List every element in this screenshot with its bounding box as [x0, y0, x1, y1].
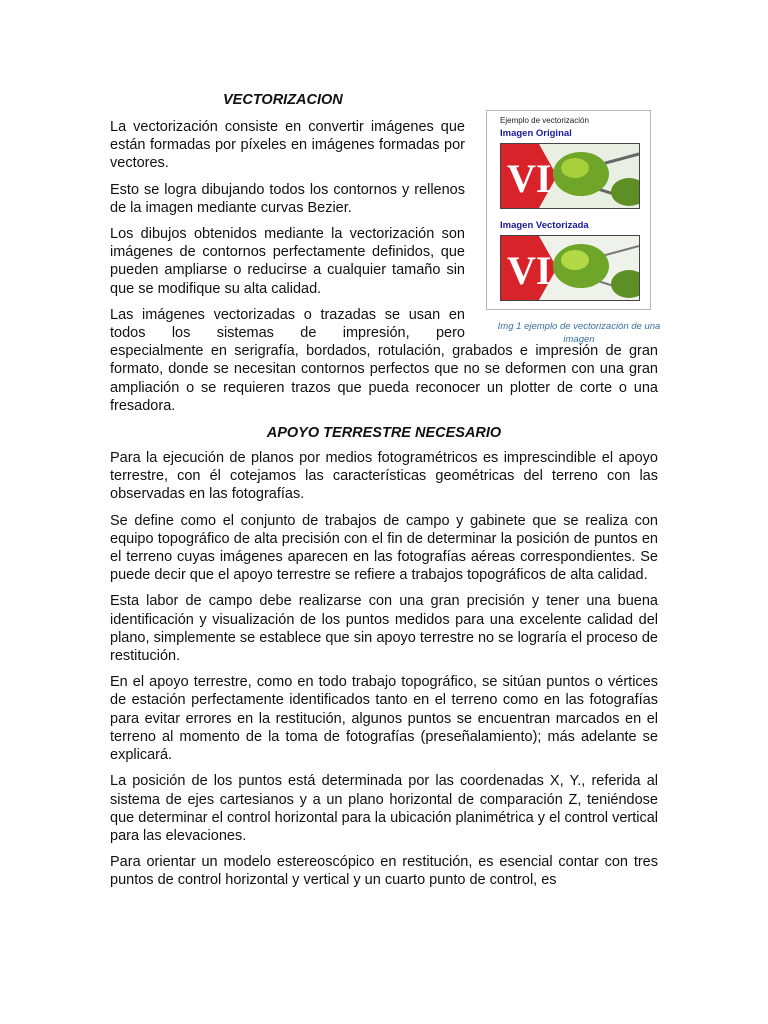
- body-paragraph: Esta labor de campo debe realizarse con una gran precisión y tener una buena identificación y visualización de los puntos medidos para una excelente calidad del plano, simplemente se establece que sin apoyo terrestre no se lograría el proceso de restitución.: [110, 593, 658, 665]
- vectorized-image: [500, 235, 640, 301]
- vectorized-logo-text: VI: [507, 248, 552, 293]
- wrap-paragraph-start: Las imágenes vectorizadas o trazadas se usan en todos los sistemas de impresión, pero: [110, 306, 465, 342]
- body-paragraph: Se define como el conjunto de trabajos de campo y gabinete que se realiza con equipo topográfico de alta precisión con el fin de determinar la posición de puntos en el terreno cuyas imágenes aparecen en las fotografías aéreas correspondientes. Se puede decir que el apoyo terrestre se refiere a trabajos topográficos de alta calidad.: [110, 512, 658, 584]
- intro-paragraph: La vectorización consiste en convertir imágenes que están formadas por píxeles en imágenes formadas por vectores.: [110, 119, 465, 172]
- original-logo-text: VI: [507, 156, 552, 201]
- figure-frame: [486, 110, 651, 310]
- heading-vectorizacion: VECTORIZACION: [223, 92, 343, 108]
- original-image: [500, 143, 640, 209]
- body-paragraph: Para orientar un modelo estereoscópico en restitución, es esencial contar con tres puntos de control horizontal y vertical y un cuarto punto de control, es: [110, 854, 658, 889]
- label-vectorized: Imagen Vectorizada: [500, 220, 589, 231]
- intro-paragraph: Esto se logra dibujando todos los contornos y rellenos de la imagen mediante curvas Bezier.: [110, 181, 465, 216]
- figure-small-title: Ejemplo de vectorización: [500, 116, 589, 125]
- document-page: [110, 88, 661, 898]
- body-paragraph: En el apoyo terrestre, como en todo trabajo topográfico, se sitúan puntos o vértices de estación perfectamente identificados tanto en el terreno como en las fotografías para evitar errores en la restitución, algunos puntos se encuentran marcados en el terreno al momento de la toma de fotografías (preseñalamiento); más adelante se explicará.: [110, 674, 658, 764]
- vectorization-figure: [484, 110, 674, 346]
- figure-caption: Img 1 ejemplo de vectorización de una imagen: [497, 321, 661, 345]
- label-original: Imagen Original: [500, 128, 572, 139]
- intro-paragraph: Los dibujos obtenidos mediante la vectorización son imágenes de contornos perfectamente definidos, que pueden ampliarse o reducirse a cualquier tamaño sin que se modifique su alta calidad.: [110, 226, 465, 297]
- wrap-paragraph-end: especialmente en serigrafía, bordados, rotulación, grabados e impresión de gran formato, donde se necesitan contornos perfectos que no se deformen con una gran ampliación o se requieren trazos que pueda reconocer un plotter de corte o una fresadora.: [110, 343, 658, 414]
- body-paragraph: Para la ejecución de planos por medios fotogramétricos es imprescindible el apoyo terrestre, con él cotejamos las características geométricas del terreno con las observadas en las fotografías.: [110, 450, 658, 503]
- body-paragraph: La posición de los puntos está determinada por las coordenadas X, Y., referida al sistema de ejes cartesianos y a un plano horizontal de comparación Z, teniéndose que determinar el control horizontal para la ubicación planimétrica y el control vertical para las elevaciones.: [110, 773, 658, 844]
- heading-apoyo-terrestre: APOYO TERRESTRE NECESARIO: [266, 425, 502, 442]
